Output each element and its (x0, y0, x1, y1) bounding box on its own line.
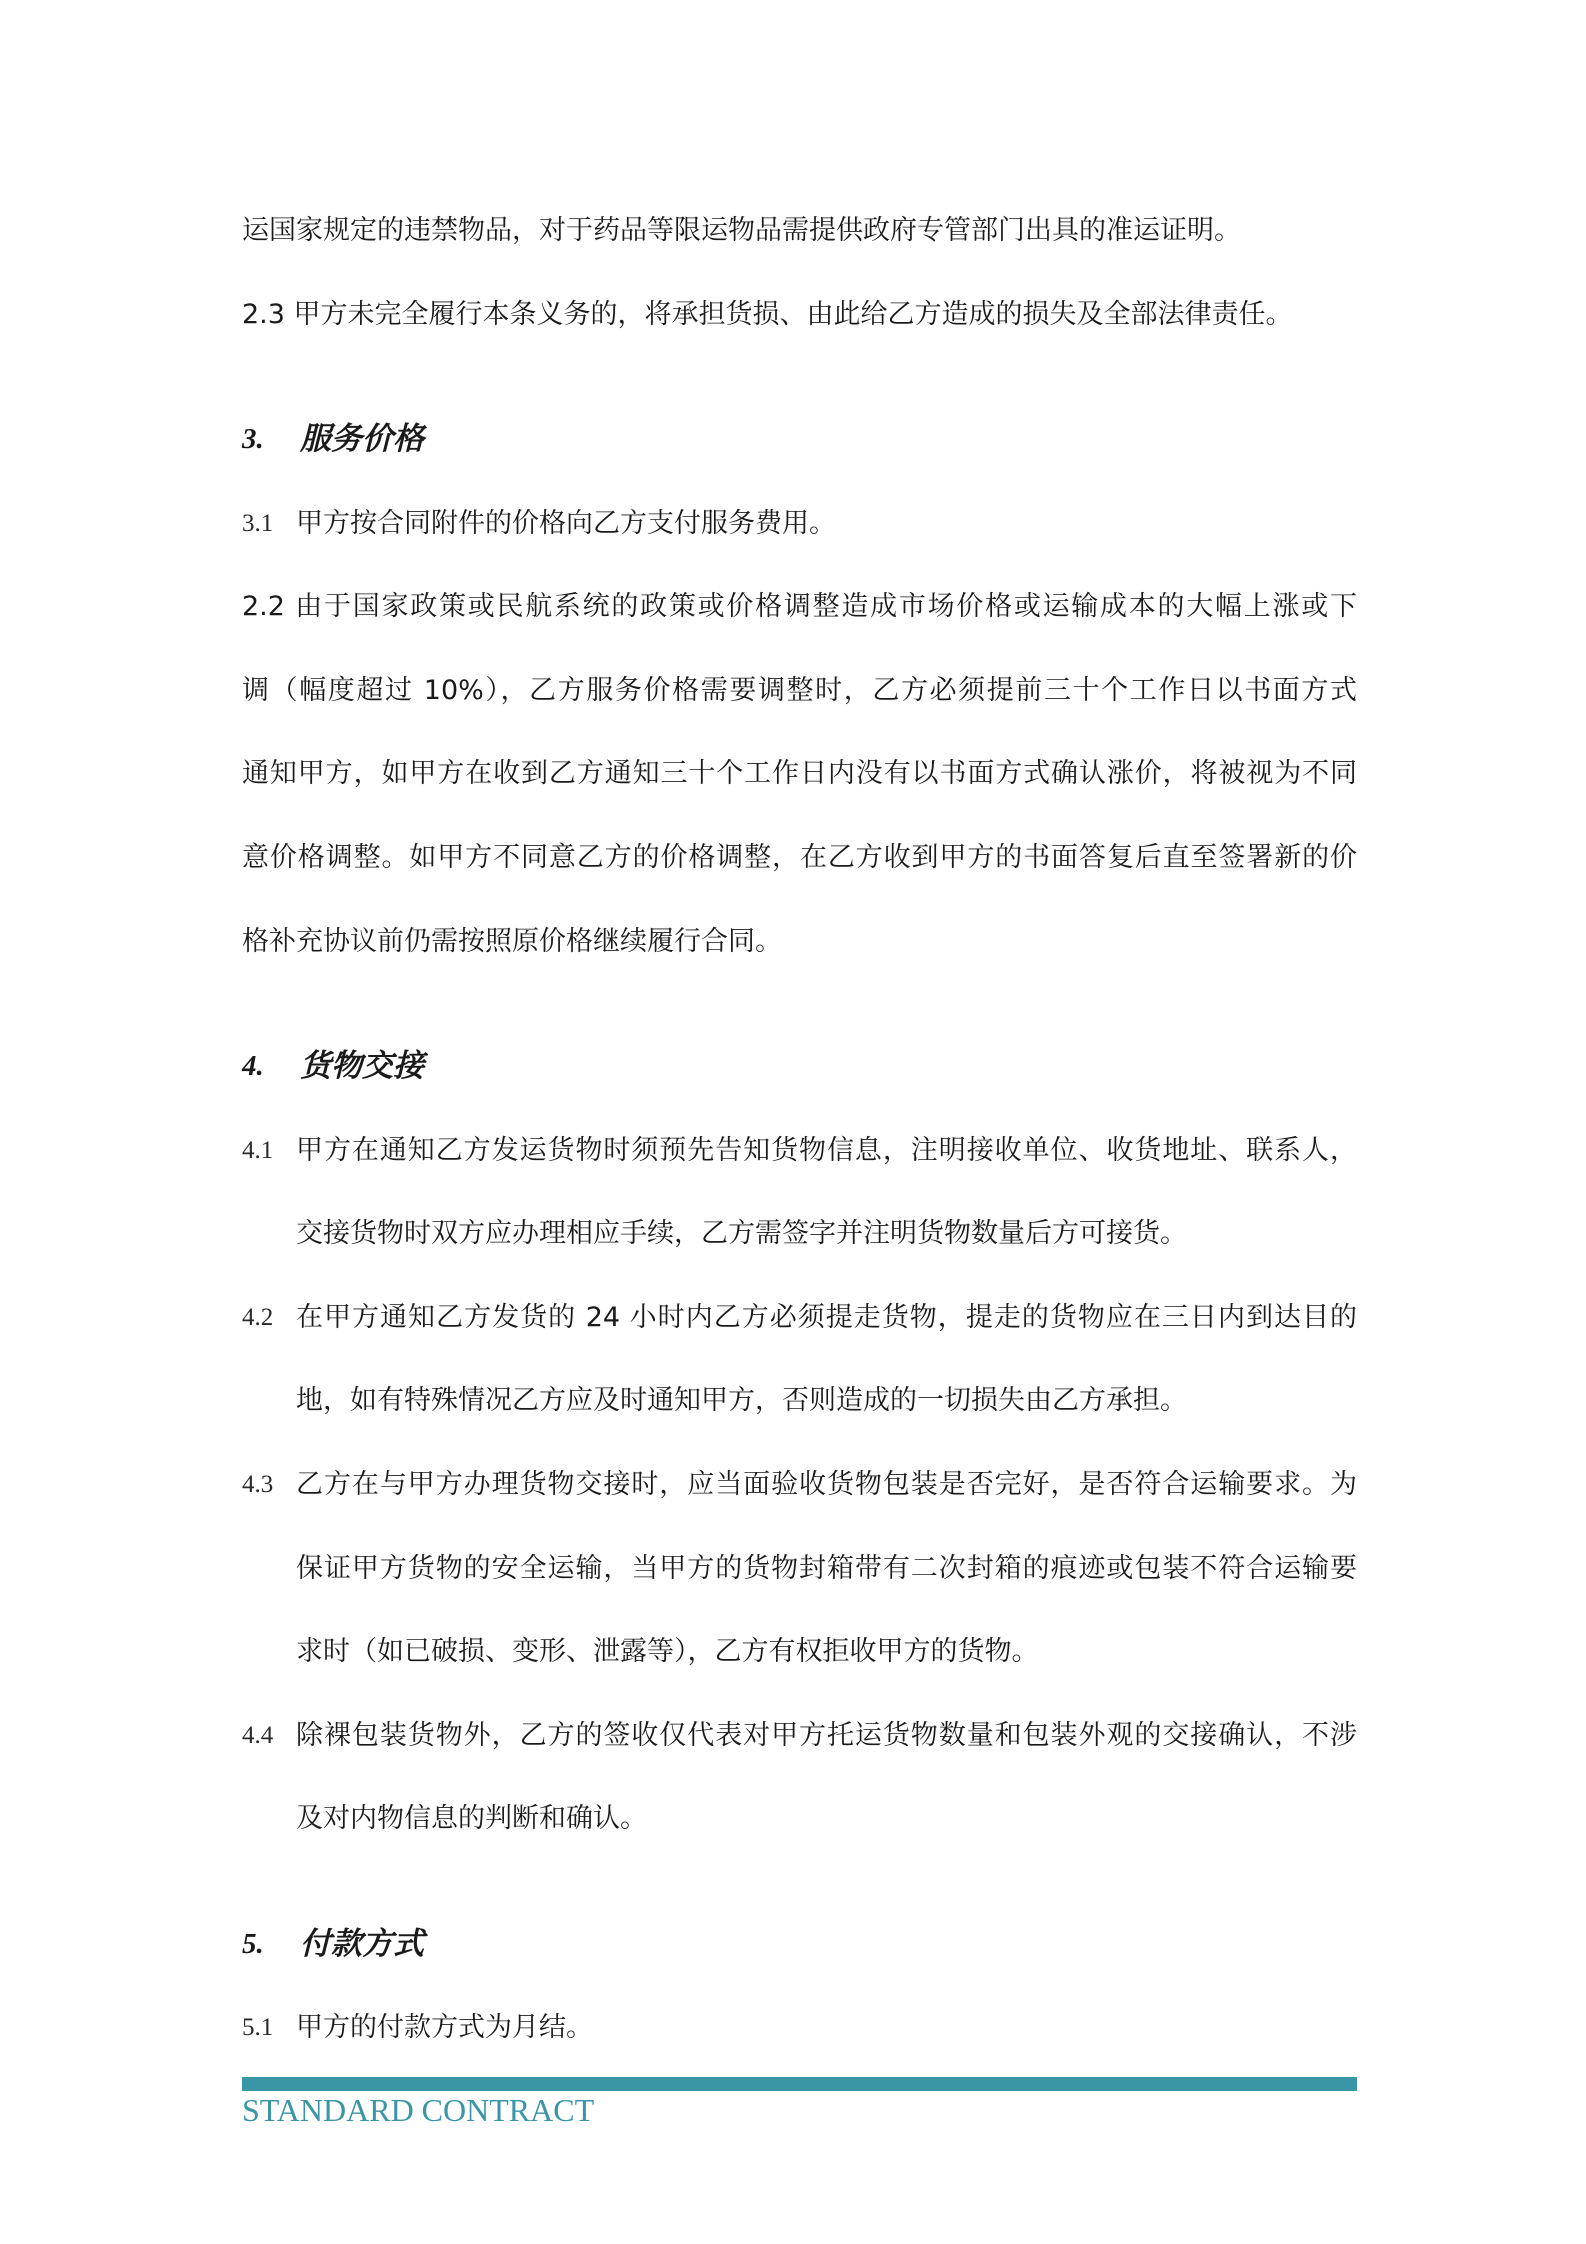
clause-number: 4.3 (242, 1470, 274, 1498)
clause-number: 5.1 (242, 2014, 274, 2042)
clause-text (296, 1276, 1357, 1443)
clause-2-2 (242, 565, 1357, 983)
clause-5-1 (242, 1986, 1357, 2070)
clause-line: 在甲方通知乙方发货的 24 小时内乙方必须提走货物，提走的货物应在三日内到达目的 (296, 1301, 1357, 1333)
footer-divider-bar (242, 2077, 1357, 2091)
section-title: 服务价格 (300, 420, 424, 457)
document-page (242, 189, 1357, 2070)
section-number: 5. (242, 1927, 264, 1960)
clause-number: 4.2 (242, 1303, 274, 1331)
section-heading (242, 1903, 1357, 1987)
section-number: 4. (242, 1049, 264, 1082)
clause-line: 乙方在与甲方办理货物交接时，应当面验收货物包装是否完好，是否符合运输要求。为 (296, 1468, 1357, 1500)
section-heading (242, 1025, 1357, 1109)
clause-text (296, 482, 1357, 566)
clause-text (296, 1694, 1357, 1861)
clause-number: 4.1 (242, 1136, 274, 1164)
section-title: 货物交接 (300, 1047, 424, 1084)
section-heading (242, 398, 1357, 482)
clause-4-4 (242, 1694, 1357, 1861)
clause-line: 调（幅度超过 10%），乙方服务价格需要调整时，乙方必须提前三十个工作日以书面方式 (242, 674, 1357, 706)
clause-4-3 (242, 1443, 1357, 1694)
clause-number: 3.1 (242, 509, 274, 537)
section-number: 3. (242, 422, 264, 455)
clause-3-1 (242, 482, 1357, 566)
clause-line: 交接货物时双方应办理相应手续，乙方需签字并注明货物数量后方可接货。 (296, 1218, 1187, 1250)
section-title: 付款方式 (300, 1925, 424, 1962)
clause-4-1 (242, 1109, 1357, 1276)
clause-2-3-line: 2.3 甲方未完全履行本条义务的，将承担货损、由此给乙方造成的损失及全部法律责任。 (242, 298, 1293, 330)
clause-line: 地，如有特殊情况乙方应及时通知甲方，否则造成的一切损失由乙方承担。 (296, 1385, 1187, 1417)
body-line: 运国家规定的违禁物品，对于药品等限运物品需提供政府专管部门出具的准运证明。 (242, 215, 1241, 246)
clause-line: 通知甲方，如甲方在收到乙方通知三十个工作日内没有以书面方式确认涨价，将被视为不同 (242, 758, 1357, 790)
clause-line: 甲方按合同附件的价格向乙方支付服务费用。 (296, 507, 836, 539)
section-4-goods-handover (242, 1025, 1357, 1861)
clause-line: 甲方在通知乙方发运货物时须预先告知货物信息，注明接收单位、收货地址、联系人， (296, 1134, 1357, 1166)
clause-4-2 (242, 1276, 1357, 1443)
section-5-payment-method (242, 1903, 1357, 2070)
clause-line: 求时（如已破损、变形、泄露等），乙方有权拒收甲方的货物。 (296, 1636, 1039, 1668)
footer-label: STANDARD CONTRACT (242, 2092, 595, 2128)
clause-line: 除裸包装货物外，乙方的签收仅代表对甲方托运货物数量和包装外观的交接确认，不涉 (296, 1719, 1357, 1751)
clause-line: 意价格调整。如甲方不同意乙方的价格调整，在乙方收到甲方的书面答复后直至签署新的价 (242, 841, 1357, 873)
clause-text (296, 1109, 1357, 1276)
clause-line: 保证甲方货物的安全运输，当甲方的货物封箱带有二次封箱的痕迹或包装不符合运输要 (296, 1552, 1357, 1584)
clause-line: 甲方的付款方式为月结。 (296, 2012, 593, 2044)
section-3-service-price (242, 398, 1357, 983)
clause-text (296, 1986, 1357, 2070)
clause-line: 2.2 由于国家政策或民航系统的政策或价格调整造成市场价格或运输成本的大幅上涨或下 (242, 591, 1357, 623)
clause-line: 格补充协议前仍需按照原价格继续履行合同。 (242, 925, 782, 957)
clause-text (296, 1443, 1357, 1694)
intro-continuation (242, 189, 1357, 356)
clause-number: 4.4 (242, 1721, 274, 1749)
clause-line: 及对内物信息的判断和确认。 (296, 1803, 647, 1835)
